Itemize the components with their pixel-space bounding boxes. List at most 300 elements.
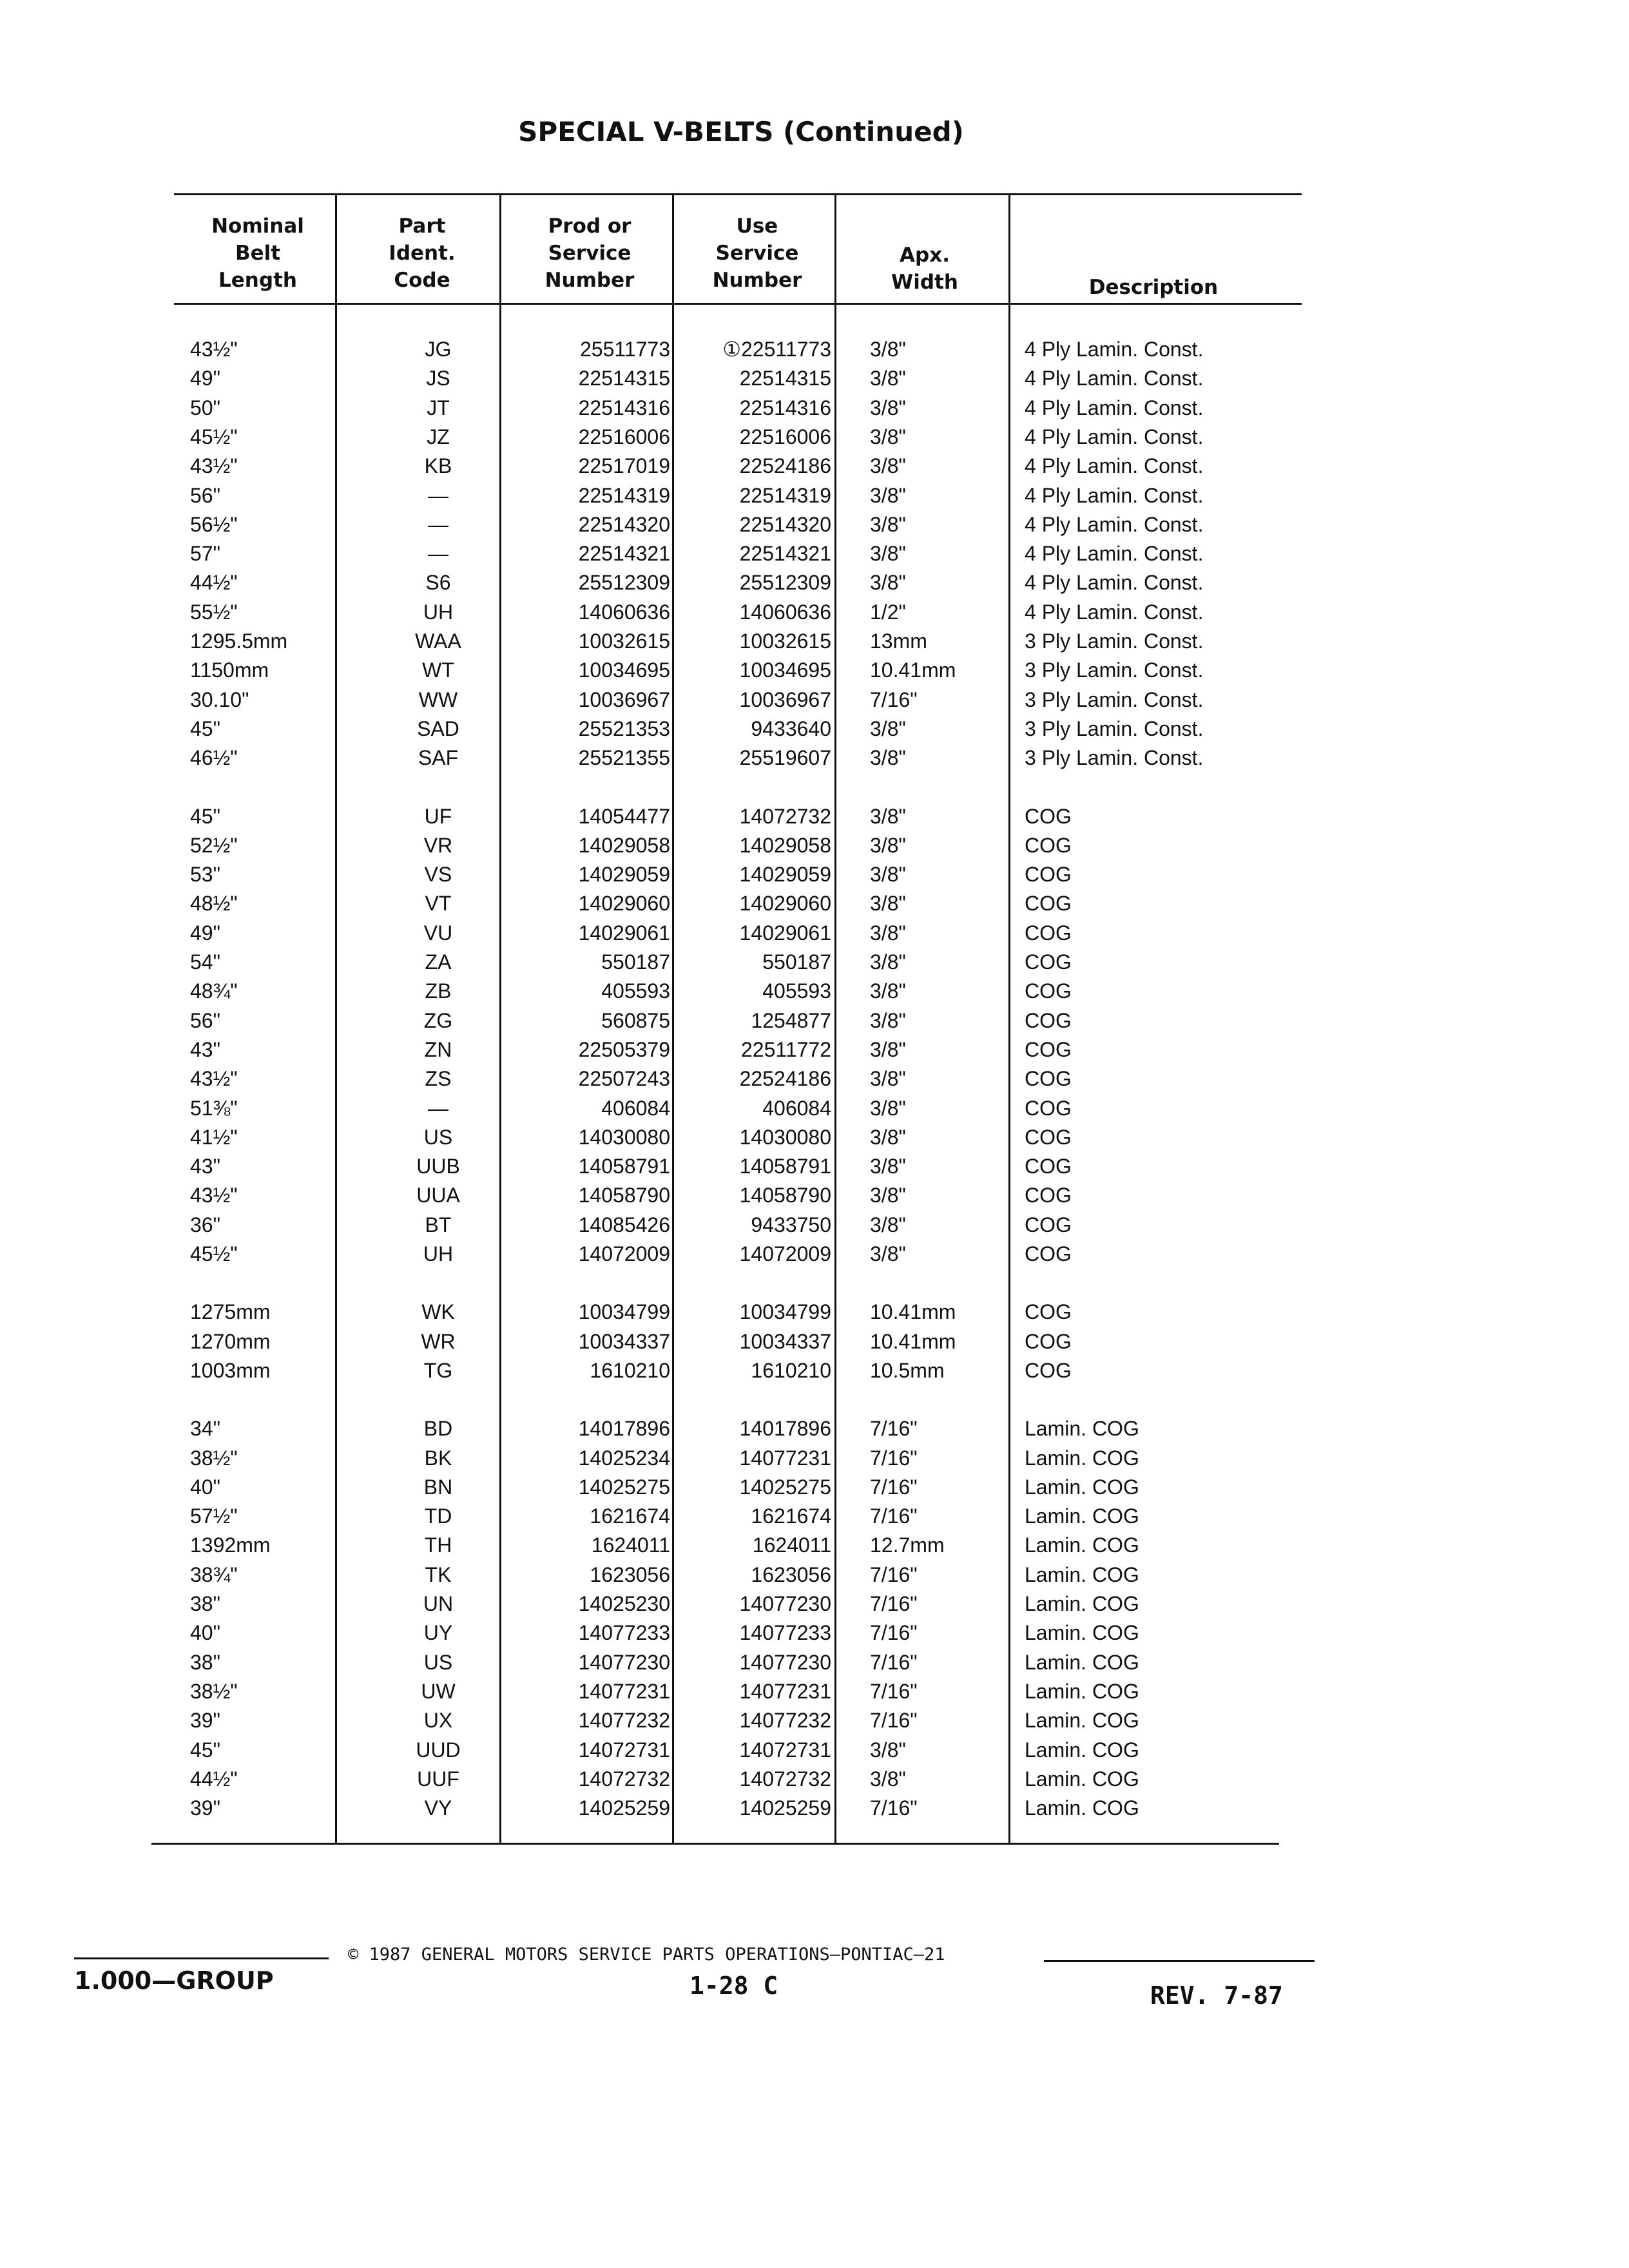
cell-nominal-length: 56½"	[190, 512, 238, 536]
cell-prod-service-number: 10036967	[578, 687, 670, 711]
cell-approx-width: 3/8"	[870, 1008, 906, 1032]
cell-description: COG	[1025, 833, 1072, 857]
cell-approx-width: 3/8"	[870, 1738, 906, 1762]
cell-use-service-number: 22514319	[739, 483, 831, 507]
cell-use-service-number: 14025259	[739, 1796, 831, 1820]
cell-use-service-number: 550187	[762, 950, 831, 974]
table-row	[0, 1736, 1629, 1765]
cell-description: Lamin. COG	[1025, 1475, 1139, 1499]
cell-prod-service-number: 22514320	[578, 512, 670, 536]
cell-part-ident-code: UX	[423, 1709, 453, 1733]
cell-use-service-number: 22511772	[741, 1037, 831, 1061]
cell-nominal-length: 45"	[190, 1738, 220, 1762]
cell-approx-width: 3/8"	[870, 571, 906, 595]
cell-approx-width: 3/8"	[870, 454, 906, 478]
cell-prod-service-number: 550187	[601, 950, 670, 974]
cell-part-ident-code: KB	[424, 454, 452, 478]
cell-prod-service-number: 405593	[601, 979, 670, 1003]
cell-nominal-length: 57"	[190, 542, 220, 566]
cell-description: COG	[1025, 979, 1072, 1003]
cell-part-ident-code: JG	[425, 338, 452, 361]
cell-use-service-number: 14072732	[739, 804, 831, 828]
cell-part-ident-code: BN	[423, 1475, 453, 1499]
cell-use-service-number: 14077230	[739, 1650, 831, 1674]
cell-nominal-length: 46½"	[190, 746, 238, 770]
cell-approx-width: 3/8"	[870, 1037, 906, 1061]
table-row	[0, 1327, 1629, 1356]
cell-prod-service-number: 14072732	[578, 1767, 670, 1791]
table-row	[0, 686, 1629, 715]
cell-nominal-length: 43½"	[190, 338, 238, 361]
table-row	[0, 1531, 1629, 1560]
table-row	[0, 1152, 1629, 1181]
cell-use-service-number: 1623056	[751, 1562, 831, 1586]
table-row	[0, 627, 1629, 656]
cell-part-ident-code: —	[428, 483, 448, 507]
cell-prod-service-number: 14029059	[578, 863, 670, 887]
cell-approx-width: 10.5mm	[870, 1358, 945, 1382]
cell-use-service-number: 14025275	[739, 1475, 831, 1499]
cell-prod-service-number: 22514316	[578, 396, 670, 419]
cell-part-ident-code: UH	[423, 600, 454, 624]
cell-approx-width: 3/8"	[870, 746, 906, 770]
cell-use-service-number: 14030080	[739, 1125, 831, 1149]
cell-nominal-length: 41½"	[190, 1125, 238, 1149]
cell-description: 4 Ply Lamin. Const.	[1025, 542, 1204, 566]
table-row	[0, 1765, 1629, 1794]
cell-approx-width: 7/16"	[870, 1709, 918, 1733]
cell-description: 4 Ply Lamin. Const.	[1025, 367, 1204, 390]
cell-description: Lamin. COG	[1025, 1796, 1139, 1820]
cell-nominal-length: 40"	[190, 1621, 220, 1645]
cell-nominal-length: 44½"	[190, 571, 238, 595]
cell-nominal-length: 43½"	[190, 1067, 238, 1091]
cell-nominal-length: 38"	[190, 1650, 220, 1674]
cell-prod-service-number: 14077232	[578, 1709, 670, 1733]
cell-description: Lamin. COG	[1025, 1417, 1139, 1441]
table-row	[0, 889, 1629, 918]
cell-description: Lamin. COG	[1025, 1709, 1139, 1733]
cell-description: COG	[1025, 1008, 1072, 1032]
table-row	[0, 1444, 1629, 1473]
cell-description: COG	[1025, 950, 1072, 974]
table-row	[0, 1035, 1629, 1064]
table-row	[0, 1298, 1629, 1327]
cell-use-service-number: 14077231	[739, 1446, 831, 1470]
table-row	[0, 1006, 1629, 1035]
cell-description: 3 Ply Lamin. Const.	[1025, 687, 1204, 711]
table-row	[0, 394, 1629, 423]
cell-part-ident-code: ZN	[424, 1037, 452, 1061]
cell-description: Lamin. COG	[1025, 1446, 1139, 1470]
cell-description: COG	[1025, 1096, 1072, 1120]
cell-prod-service-number: 14025234	[578, 1446, 670, 1470]
cell-approx-width: 3/8"	[870, 1096, 906, 1120]
table-row	[0, 1414, 1629, 1443]
cell-prod-service-number: 14072009	[578, 1242, 670, 1265]
cell-nominal-length: 51⅜"	[190, 1096, 238, 1120]
header-width: Apx. Width	[891, 244, 958, 294]
cell-nominal-length: 1275mm	[190, 1300, 271, 1324]
cell-use-service-number: 9433640	[751, 716, 831, 740]
cell-use-service-number: 25512309	[739, 571, 831, 595]
cell-approx-width: 3/8"	[870, 396, 906, 419]
cell-use-service-number: 14077231	[739, 1679, 831, 1703]
cell-prod-service-number: 14017896	[578, 1417, 670, 1441]
table-row	[0, 1094, 1629, 1123]
cell-nominal-length: 1270mm	[190, 1329, 271, 1353]
cell-nominal-length: 45½"	[190, 425, 238, 448]
cell-description: COG	[1025, 1067, 1072, 1091]
cell-nominal-length: 38¾"	[190, 1562, 238, 1586]
table-row	[0, 860, 1629, 889]
cell-part-ident-code: WK	[421, 1300, 455, 1324]
cell-part-ident-code: TH	[424, 1533, 452, 1557]
cell-nominal-length: 45"	[190, 716, 220, 740]
cell-prod-service-number: 10034337	[578, 1329, 670, 1353]
cell-approx-width: 3/8"	[870, 1067, 906, 1091]
cell-nominal-length: 38½"	[190, 1679, 238, 1703]
footer-group: 1.000—GROUP	[74, 1966, 274, 1995]
cell-part-ident-code: VT	[425, 892, 452, 916]
cell-description: COG	[1025, 1125, 1072, 1149]
cell-nominal-length: 30.10"	[190, 687, 249, 711]
table-row	[0, 1648, 1629, 1677]
cell-prod-service-number: 14030080	[578, 1125, 670, 1149]
cell-prod-service-number: 14058791	[578, 1155, 670, 1178]
cell-approx-width: 3/8"	[870, 338, 906, 361]
table-row	[0, 423, 1629, 452]
cell-nominal-length: 38½"	[190, 1446, 238, 1470]
cell-approx-width: 7/16"	[870, 1650, 918, 1674]
cell-prod-service-number: 14025275	[578, 1475, 670, 1499]
cell-description: 3 Ply Lamin. Const.	[1025, 716, 1204, 740]
table-row	[0, 802, 1629, 831]
cell-approx-width: 7/16"	[870, 1504, 918, 1528]
cell-use-service-number: 1621674	[751, 1504, 831, 1528]
cell-description: Lamin. COG	[1025, 1504, 1139, 1528]
cell-description: 4 Ply Lamin. Const.	[1025, 454, 1204, 478]
cell-prod-service-number: 1610210	[590, 1358, 670, 1382]
cell-use-service-number: 22514321	[739, 542, 831, 566]
cell-nominal-length: 48¾"	[190, 979, 238, 1003]
page-title: SPECIAL V-BELTS (Continued)	[518, 116, 964, 148]
cell-prod-service-number: 14077230	[578, 1650, 670, 1674]
cell-part-ident-code: WT	[422, 658, 454, 682]
cell-nominal-length: 57½"	[190, 1504, 238, 1528]
cell-description: 4 Ply Lamin. Const.	[1025, 338, 1204, 361]
cell-description: COG	[1025, 804, 1072, 828]
cell-use-service-number: 1610210	[751, 1358, 831, 1382]
cell-part-ident-code: ZG	[423, 1008, 453, 1032]
table-row	[0, 1123, 1629, 1152]
cell-description: COG	[1025, 1155, 1072, 1178]
cell-prod-service-number: 14077231	[578, 1679, 670, 1703]
header-description: Description	[1088, 276, 1219, 299]
cell-approx-width: 3/8"	[870, 1767, 906, 1791]
cell-description: COG	[1025, 1358, 1072, 1382]
cell-approx-width: 1/2"	[870, 600, 906, 624]
cell-description: 4 Ply Lamin. Const.	[1025, 600, 1204, 624]
table-row	[0, 1561, 1629, 1590]
cell-nominal-length: 1150mm	[190, 658, 269, 682]
cell-use-service-number: 14072009	[739, 1242, 831, 1265]
cell-description: 3 Ply Lamin. Const.	[1025, 746, 1204, 770]
cell-part-ident-code: VR	[423, 833, 453, 857]
table-row	[0, 598, 1629, 627]
cell-part-ident-code: UN	[423, 1592, 454, 1615]
cell-nominal-length: 43"	[190, 1155, 220, 1178]
cell-use-service-number: 10032615	[739, 629, 831, 653]
footer-revision: REV. 7-87	[1150, 1981, 1283, 2010]
cell-approx-width: 3/8"	[870, 483, 906, 507]
cell-description: Lamin. COG	[1025, 1621, 1139, 1645]
cell-prod-service-number: 406084	[601, 1096, 670, 1120]
cell-description: Lamin. COG	[1025, 1738, 1139, 1762]
table-row	[0, 656, 1629, 685]
cell-prod-service-number: 14077233	[578, 1621, 670, 1645]
cell-use-service-number: 14077232	[739, 1709, 831, 1733]
cell-prod-service-number: 1621674	[590, 1504, 670, 1528]
table-row	[0, 1794, 1629, 1823]
cell-nominal-length: 53"	[190, 863, 220, 887]
table-row	[0, 1356, 1629, 1385]
cell-nominal-length: 39"	[190, 1796, 220, 1820]
cell-use-service-number: 14029058	[739, 833, 831, 857]
table-row	[0, 335, 1629, 364]
cell-prod-service-number: 25512309	[578, 571, 670, 595]
table-row	[0, 1473, 1629, 1502]
cell-prod-service-number: 1623056	[590, 1562, 670, 1586]
table-row	[0, 1064, 1629, 1093]
cell-description: 4 Ply Lamin. Const.	[1025, 512, 1204, 536]
footer-rule-left	[74, 1957, 329, 1959]
cell-prod-service-number: 14060636	[578, 600, 670, 624]
cell-prod-service-number: 1624011	[591, 1533, 670, 1557]
cell-approx-width: 7/16"	[870, 1417, 918, 1441]
table-row	[0, 977, 1629, 1006]
cell-use-service-number: 22524186	[739, 1067, 831, 1091]
cell-description: COG	[1025, 1213, 1072, 1236]
cell-use-service-number: 406084	[762, 1096, 831, 1120]
cell-approx-width: 3/8"	[870, 804, 906, 828]
cell-approx-width: 12.7mm	[870, 1533, 945, 1557]
table-row	[0, 481, 1629, 510]
cell-nominal-length: 43½"	[190, 1184, 238, 1207]
table-row	[0, 568, 1629, 597]
cell-nominal-length: 55½"	[190, 600, 238, 624]
cell-prod-service-number: 10032615	[578, 629, 670, 653]
cell-nominal-length: 54"	[190, 950, 220, 974]
cell-description: COG	[1025, 921, 1072, 945]
cell-part-ident-code: WR	[421, 1329, 456, 1353]
cell-prod-service-number: 22505379	[578, 1037, 670, 1061]
footer-copyright: © 1987 GENERAL MOTORS SERVICE PARTS OPERATIONS—PONTIAC—21	[348, 1945, 945, 1965]
cell-description: 3 Ply Lamin. Const.	[1025, 629, 1204, 653]
cell-nominal-length: 1295.5mm	[190, 629, 288, 653]
cell-part-ident-code: —	[428, 542, 448, 566]
cell-prod-service-number: 22514315	[578, 367, 670, 390]
cell-use-service-number: 14072731	[739, 1738, 831, 1762]
cell-description: 4 Ply Lamin. Const.	[1025, 396, 1204, 419]
cell-approx-width: 3/8"	[870, 542, 906, 566]
cell-use-service-number: 405593	[762, 979, 831, 1003]
cell-description: COG	[1025, 892, 1072, 916]
cell-description: 4 Ply Lamin. Const.	[1025, 571, 1204, 595]
cell-part-ident-code: JS	[426, 367, 450, 390]
cell-approx-width: 7/16"	[870, 1475, 918, 1499]
cell-part-ident-code: BT	[425, 1213, 452, 1236]
cell-use-service-number: 1254877	[751, 1008, 831, 1032]
cell-use-service-number: 22524186	[739, 454, 831, 478]
cell-nominal-length: 44½"	[190, 1767, 238, 1791]
cell-approx-width: 7/16"	[870, 1562, 918, 1586]
cell-prod-service-number: 22514319	[578, 483, 670, 507]
cell-approx-width: 3/8"	[870, 979, 906, 1003]
table-row	[0, 715, 1629, 744]
cell-prod-service-number: 25521355	[578, 746, 670, 770]
cell-approx-width: 3/8"	[870, 950, 906, 974]
table-bottom-rule	[151, 1843, 1279, 1845]
cell-part-ident-code: —	[428, 1096, 448, 1120]
footer-page-number: 1-28 C	[689, 1972, 778, 2000]
cell-description: COG	[1025, 1329, 1072, 1353]
cell-part-ident-code: JT	[427, 396, 450, 419]
cell-part-ident-code: ZS	[425, 1067, 452, 1091]
cell-nominal-length: 49"	[190, 921, 220, 945]
cell-nominal-length: 1392mm	[190, 1533, 271, 1557]
cell-part-ident-code: UUD	[416, 1738, 461, 1762]
cell-approx-width: 7/16"	[870, 1446, 918, 1470]
cell-description: COG	[1025, 863, 1072, 887]
cell-approx-width: 3/8"	[870, 1213, 906, 1236]
cell-use-service-number: 10034337	[739, 1329, 831, 1353]
cell-use-service-number: 1624011	[752, 1533, 831, 1557]
cell-description: 4 Ply Lamin. Const.	[1025, 425, 1204, 448]
cell-use-service-number: 22514315	[739, 367, 831, 390]
cell-prod-service-number: 14085426	[578, 1213, 670, 1236]
cell-approx-width: 3/8"	[870, 425, 906, 448]
table-row	[0, 919, 1629, 948]
table-row	[0, 1502, 1629, 1531]
cell-nominal-length: 52½"	[190, 833, 238, 857]
cell-prod-service-number: 10034695	[578, 658, 670, 682]
table-row	[0, 831, 1629, 860]
header-bottom-rule	[174, 303, 1302, 305]
cell-nominal-length: 36"	[190, 1213, 220, 1236]
cell-part-ident-code: VS	[424, 863, 452, 887]
cell-use-service-number: 22514316	[739, 396, 831, 419]
table-row	[0, 1677, 1629, 1706]
cell-description: Lamin. COG	[1025, 1650, 1139, 1674]
cell-part-ident-code: VU	[423, 921, 453, 945]
cell-approx-width: 7/16"	[870, 687, 918, 711]
cell-prod-service-number: 22517019	[578, 454, 670, 478]
cell-use-service-number: 14072732	[739, 1767, 831, 1791]
cell-approx-width: 3/8"	[870, 921, 906, 945]
cell-part-ident-code: —	[428, 512, 448, 536]
cell-part-ident-code: VY	[424, 1796, 452, 1820]
cell-part-ident-code: US	[423, 1125, 453, 1149]
table-row	[0, 744, 1629, 773]
table-row	[0, 510, 1629, 539]
cell-nominal-length: 34"	[190, 1417, 220, 1441]
cell-part-ident-code: ZB	[425, 979, 452, 1003]
cell-description: COG	[1025, 1184, 1072, 1207]
cell-nominal-length: 49"	[190, 367, 220, 390]
cell-part-ident-code: TD	[424, 1504, 452, 1528]
table-row	[0, 1240, 1629, 1269]
cell-use-service-number: 14029060	[739, 892, 831, 916]
table-row	[0, 1590, 1629, 1619]
cell-approx-width: 7/16"	[870, 1621, 918, 1645]
cell-part-ident-code: US	[423, 1650, 453, 1674]
table-row	[0, 1619, 1629, 1648]
cell-nominal-length: 43½"	[190, 454, 238, 478]
cell-description: COG	[1025, 1300, 1072, 1324]
cell-use-service-number: 9433750	[751, 1213, 831, 1236]
cell-approx-width: 7/16"	[870, 1679, 918, 1703]
table-row	[0, 364, 1629, 393]
cell-description: COG	[1025, 1242, 1072, 1265]
header-prod-number: Prod or Service Number	[545, 215, 635, 292]
cell-description: Lamin. COG	[1025, 1679, 1139, 1703]
cell-nominal-length: 43"	[190, 1037, 220, 1061]
cell-nominal-length: 50"	[190, 396, 220, 419]
cell-prod-service-number: 14029061	[578, 921, 670, 945]
cell-use-service-number: 22516006	[739, 425, 831, 448]
cell-approx-width: 3/8"	[870, 1125, 906, 1149]
cell-nominal-length: 1003mm	[190, 1358, 271, 1382]
cell-part-ident-code: SAD	[417, 716, 459, 740]
footer-rule-right	[1044, 1960, 1315, 1962]
table-row	[0, 539, 1629, 568]
cell-part-ident-code: UUA	[416, 1184, 460, 1207]
cell-use-service-number: 25519607	[739, 746, 831, 770]
cell-description: Lamin. COG	[1025, 1767, 1139, 1791]
cell-description: 3 Ply Lamin. Const.	[1025, 658, 1204, 682]
table-row	[0, 452, 1629, 481]
table-row	[0, 948, 1629, 977]
cell-part-ident-code: ZA	[425, 950, 452, 974]
cell-prod-service-number: 14054477	[578, 804, 670, 828]
cell-approx-width: 13mm	[870, 629, 927, 653]
cell-nominal-length: 40"	[190, 1475, 220, 1499]
cell-part-ident-code: UUF	[417, 1767, 459, 1791]
cell-description: 4 Ply Lamin. Const.	[1025, 483, 1204, 507]
cell-use-service-number: ①22511773	[722, 338, 831, 361]
cell-part-ident-code: UUB	[416, 1155, 460, 1178]
cell-prod-service-number: 10034799	[578, 1300, 670, 1324]
cell-approx-width: 3/8"	[870, 863, 906, 887]
cell-part-ident-code: WAA	[415, 629, 461, 653]
cell-prod-service-number: 25511773	[580, 338, 670, 361]
cell-description: COG	[1025, 1037, 1072, 1061]
cell-nominal-length: 48½"	[190, 892, 238, 916]
cell-approx-width: 3/8"	[870, 1155, 906, 1178]
cell-nominal-length: 39"	[190, 1709, 220, 1733]
header-part-code: Part Ident. Code	[389, 215, 456, 292]
cell-part-ident-code: UW	[421, 1679, 456, 1703]
cell-use-service-number: 22514320	[739, 512, 831, 536]
cell-prod-service-number: 22507243	[578, 1067, 670, 1091]
cell-part-ident-code: TK	[425, 1562, 452, 1586]
cell-part-ident-code: JZ	[427, 425, 450, 448]
cell-prod-service-number: 14025230	[578, 1592, 670, 1615]
cell-description: Lamin. COG	[1025, 1533, 1139, 1557]
cell-approx-width: 10.41mm	[870, 658, 956, 682]
header-use-number: Use Service Number	[712, 215, 802, 292]
